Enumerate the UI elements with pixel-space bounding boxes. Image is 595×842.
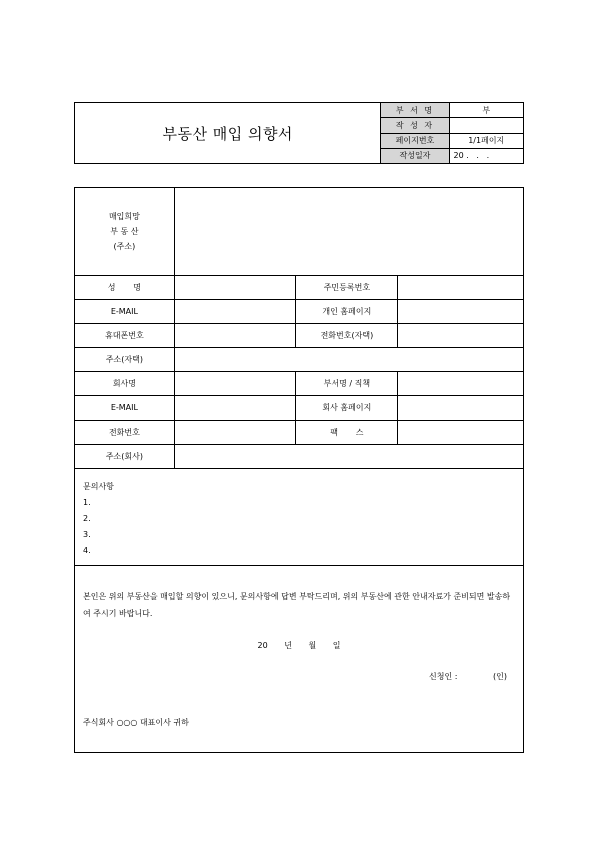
fax-label: 팩 스 [296, 420, 398, 444]
personal-homepage-label: 개인 홈페이지 [296, 299, 398, 323]
email-field[interactable] [174, 299, 296, 323]
page-number-label: 페이지번호 [381, 133, 449, 148]
document-header [74, 102, 524, 164]
company-email-field[interactable] [174, 396, 296, 420]
mobile-label: 휴대폰번호 [75, 323, 175, 347]
applicant-signature-line[interactable]: 신청인 : (인) [429, 671, 507, 681]
purchase-intent-form [74, 187, 524, 753]
address-home-field[interactable] [174, 348, 523, 372]
inquiry-item-3: 3. [83, 529, 91, 539]
inquiry-item-4: 4. [83, 545, 91, 555]
address-home-label: 주소(자택) [75, 348, 175, 372]
name-field[interactable] [174, 275, 296, 299]
mobile-field[interactable] [174, 323, 296, 347]
phone-home-field[interactable] [398, 323, 524, 347]
name-label: 성 명 [75, 275, 175, 299]
author-value[interactable] [449, 118, 523, 133]
dept-name-label: 부 서 명 [381, 103, 449, 118]
resident-no-field[interactable] [398, 275, 524, 299]
inquiry-item-1: 1. [83, 497, 91, 507]
addressee-line: 주식회사 ○○○ 대표이사 귀하 [83, 717, 189, 727]
page-number-value: 1/1페이지 [449, 133, 523, 148]
company-label: 회사명 [75, 372, 175, 396]
property-address-field[interactable] [174, 188, 523, 276]
document-title: 부동산 매입 의향서 [75, 103, 381, 164]
inquiry-item-2: 2. [83, 513, 91, 523]
date-value[interactable]: 20 . . . [449, 148, 523, 163]
personal-homepage-field[interactable] [398, 299, 524, 323]
address-company-label: 주소(회사) [75, 444, 175, 468]
fax-field[interactable] [398, 420, 524, 444]
dept-title-field[interactable] [398, 372, 524, 396]
address-company-field[interactable] [174, 444, 523, 468]
property-label-line3: (주소) [113, 241, 136, 251]
pledge-section [75, 565, 524, 752]
inquiry-title: 문의사항 [83, 481, 114, 491]
dept-name-value[interactable]: 부 [449, 103, 523, 118]
company-phone-field[interactable] [174, 420, 296, 444]
author-label: 작 성 자 [381, 118, 449, 133]
phone-home-label: 전화번호(자택) [296, 323, 398, 347]
dept-title-label: 부서명 / 직책 [296, 372, 398, 396]
company-homepage-label: 회사 홈페이지 [296, 396, 398, 420]
company-homepage-field[interactable] [398, 396, 524, 420]
signing-date[interactable]: 20 년 월 일 [257, 640, 341, 650]
property-label [75, 188, 175, 276]
company-field[interactable] [174, 372, 296, 396]
date-label: 작성일자 [381, 148, 449, 163]
company-email-label: E-MAIL [75, 396, 175, 420]
pledge-text: 본인은 위의 부동산을 매입할 의향이 있으니, 문의사항에 답변 부탁드리며, 위의 부동산에 관한 안내자료가 준비되면 발송하여 주시기 바랍니다. [83, 591, 511, 618]
email-label: E-MAIL [75, 299, 175, 323]
property-label-line2: 부 동 산 [110, 226, 139, 236]
property-label-line1: 매입희망 [108, 211, 140, 221]
company-phone-label: 전화번호 [75, 420, 175, 444]
inquiry-section[interactable] [75, 468, 524, 565]
resident-no-label: 주민등록번호 [296, 275, 398, 299]
